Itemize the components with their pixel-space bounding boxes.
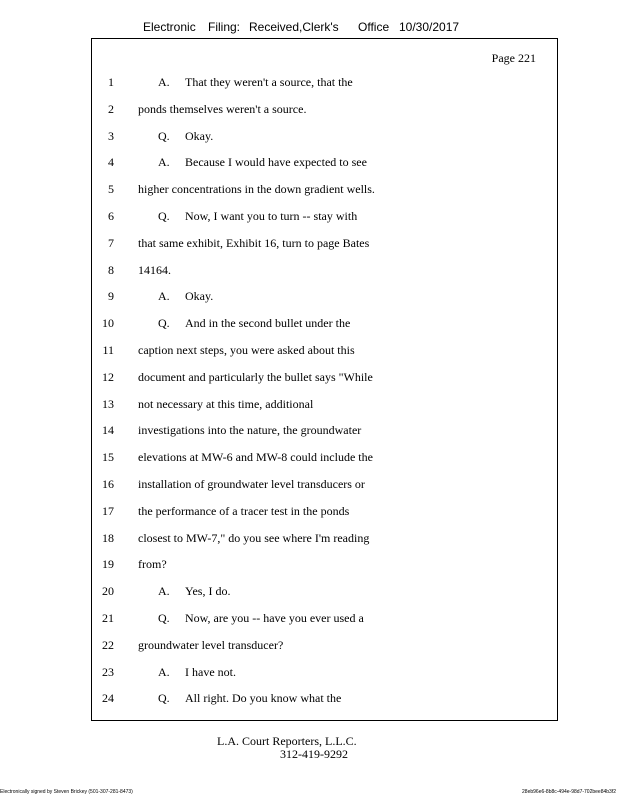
line-text <box>138 475 365 493</box>
line-body: All right. Do you know what the <box>185 691 342 706</box>
line-text <box>158 582 230 600</box>
transcript-line <box>92 555 557 573</box>
line-number: 23 <box>102 664 114 679</box>
line-text <box>138 555 167 573</box>
transcript-line <box>92 180 557 198</box>
line-text <box>158 689 341 707</box>
line-body: not necessary at this time, additional <box>138 396 314 411</box>
line-text <box>158 127 213 145</box>
line-text <box>138 368 373 386</box>
qa-marker: A. <box>158 155 170 170</box>
line-body: 14164. <box>138 262 171 277</box>
line-body: closest to MW-7," do you see where I'm reading <box>138 530 370 545</box>
line-body: elevations at MW-6 and MW-8 could include the <box>138 450 373 465</box>
line-text <box>158 609 364 627</box>
line-number: 15 <box>102 450 114 465</box>
line-text <box>138 261 171 279</box>
filing-electronic: Electronic <box>143 20 196 34</box>
transcript-line <box>92 475 557 493</box>
line-number: 16 <box>102 477 114 491</box>
signature-left: Electronically signed by Steven Brickey (501-307-281-8473) <box>0 789 133 795</box>
line-number: 24 <box>102 691 114 706</box>
line-number: 22 <box>102 637 114 652</box>
line-number: 6 <box>108 209 114 223</box>
qa-marker: A. <box>158 75 170 89</box>
line-number: 10 <box>102 316 114 331</box>
line-text <box>138 448 373 466</box>
transcript-line <box>92 153 557 171</box>
line-text <box>158 73 353 91</box>
transcript-line <box>92 368 557 386</box>
transcript-line <box>92 448 557 466</box>
line-number: 7 <box>108 235 114 250</box>
transcript-line <box>92 341 557 359</box>
transcript-line <box>92 609 557 627</box>
transcript-line <box>92 127 557 145</box>
line-number: 21 <box>102 611 114 625</box>
line-body: ponds themselves weren't a source. <box>138 101 307 116</box>
line-number: 2 <box>108 101 114 116</box>
qa-marker: Q. <box>158 128 170 143</box>
transcript-line <box>92 689 557 707</box>
line-number: 11 <box>102 343 114 357</box>
qa-marker: Q. <box>158 209 170 223</box>
transcript-line <box>92 261 557 279</box>
transcript-line <box>92 100 557 118</box>
qa-marker: Q. <box>158 611 170 625</box>
transcript-page <box>91 38 558 721</box>
line-number: 20 <box>102 584 114 599</box>
qa-marker: A. <box>158 664 170 679</box>
transcript-line <box>92 582 557 600</box>
transcript-line <box>92 529 557 547</box>
line-number: 3 <box>108 128 114 143</box>
line-body: Because I would have expected to see <box>185 155 367 170</box>
line-text <box>138 421 361 439</box>
line-number: 19 <box>102 557 114 572</box>
line-body: groundwater level transducer? <box>138 637 284 652</box>
transcript-line <box>92 502 557 520</box>
footer-phone: 312-419-9292 <box>280 747 348 761</box>
line-body: caption next steps, you were asked about this <box>138 343 355 357</box>
transcript-line <box>92 314 557 332</box>
line-text <box>158 287 213 305</box>
transcript-line <box>92 73 557 91</box>
transcript-line <box>92 421 557 439</box>
line-number: 4 <box>108 155 114 170</box>
line-text <box>158 663 236 681</box>
transcript-line <box>92 395 557 413</box>
line-number: 9 <box>108 289 114 304</box>
line-text <box>158 207 357 225</box>
transcript-line <box>92 287 557 305</box>
line-number: 13 <box>102 396 114 411</box>
line-number: 1 <box>108 75 114 89</box>
line-number: 18 <box>102 530 114 545</box>
transcript-line <box>92 663 557 681</box>
transcript-line <box>92 636 557 654</box>
filing-office: Office <box>358 20 390 34</box>
line-text <box>158 314 350 332</box>
line-text <box>138 234 369 252</box>
line-text <box>138 502 349 520</box>
filing-date: 10/30/2017 <box>399 20 460 34</box>
line-body: And in the second bullet under the <box>185 316 351 331</box>
transcript-line <box>92 234 557 252</box>
filing-header <box>0 20 618 38</box>
line-number: 14 <box>102 423 114 438</box>
line-text <box>138 180 375 198</box>
line-text <box>138 395 313 413</box>
line-body: Now, I want you to turn -- stay with <box>185 209 358 223</box>
line-number: 12 <box>102 369 114 384</box>
line-body: Okay. <box>185 128 214 143</box>
line-body: the performance of a tracer test in the ponds <box>138 503 350 518</box>
qa-marker: A. <box>158 584 170 599</box>
line-text <box>138 529 369 547</box>
page-number: Page 221 <box>491 51 536 65</box>
line-body: that same exhibit, Exhibit 16, turn to page Bates <box>138 235 370 250</box>
line-body: Yes, I do. <box>185 584 231 599</box>
line-body: investigations into the nature, the groundwater <box>138 423 362 438</box>
line-body: installation of groundwater level transducers or <box>138 477 365 491</box>
qa-marker: Q. <box>158 316 170 331</box>
line-text <box>138 341 355 359</box>
transcript-line <box>92 207 557 225</box>
line-number: 17 <box>102 503 114 518</box>
qa-marker: A. <box>158 289 170 304</box>
line-body: Okay. <box>185 289 214 304</box>
line-number: 8 <box>108 262 114 277</box>
qa-marker: Q. <box>158 691 170 706</box>
line-body: Now, are you -- have you ever used a <box>185 611 364 625</box>
line-text <box>138 100 306 118</box>
line-text <box>158 153 367 171</box>
line-number: 5 <box>108 182 114 197</box>
filing-received: Received,Clerk's <box>249 20 339 34</box>
line-body: document and particularly the bullet says "While <box>138 369 373 384</box>
signature-right: 28eb96e6-8b8c-494e-98d7-702bee84b3f2 <box>522 789 616 795</box>
line-body: I have not. <box>185 664 236 679</box>
line-body: That they weren't a source, that the <box>185 75 353 89</box>
line-body: higher concentrations in the down gradient wells. <box>138 182 375 197</box>
footer-company: L.A. Court Reporters, L.L.C. <box>217 734 357 748</box>
line-text <box>138 636 283 654</box>
line-body: from? <box>138 557 167 572</box>
filing-label: Filing: <box>208 20 241 34</box>
